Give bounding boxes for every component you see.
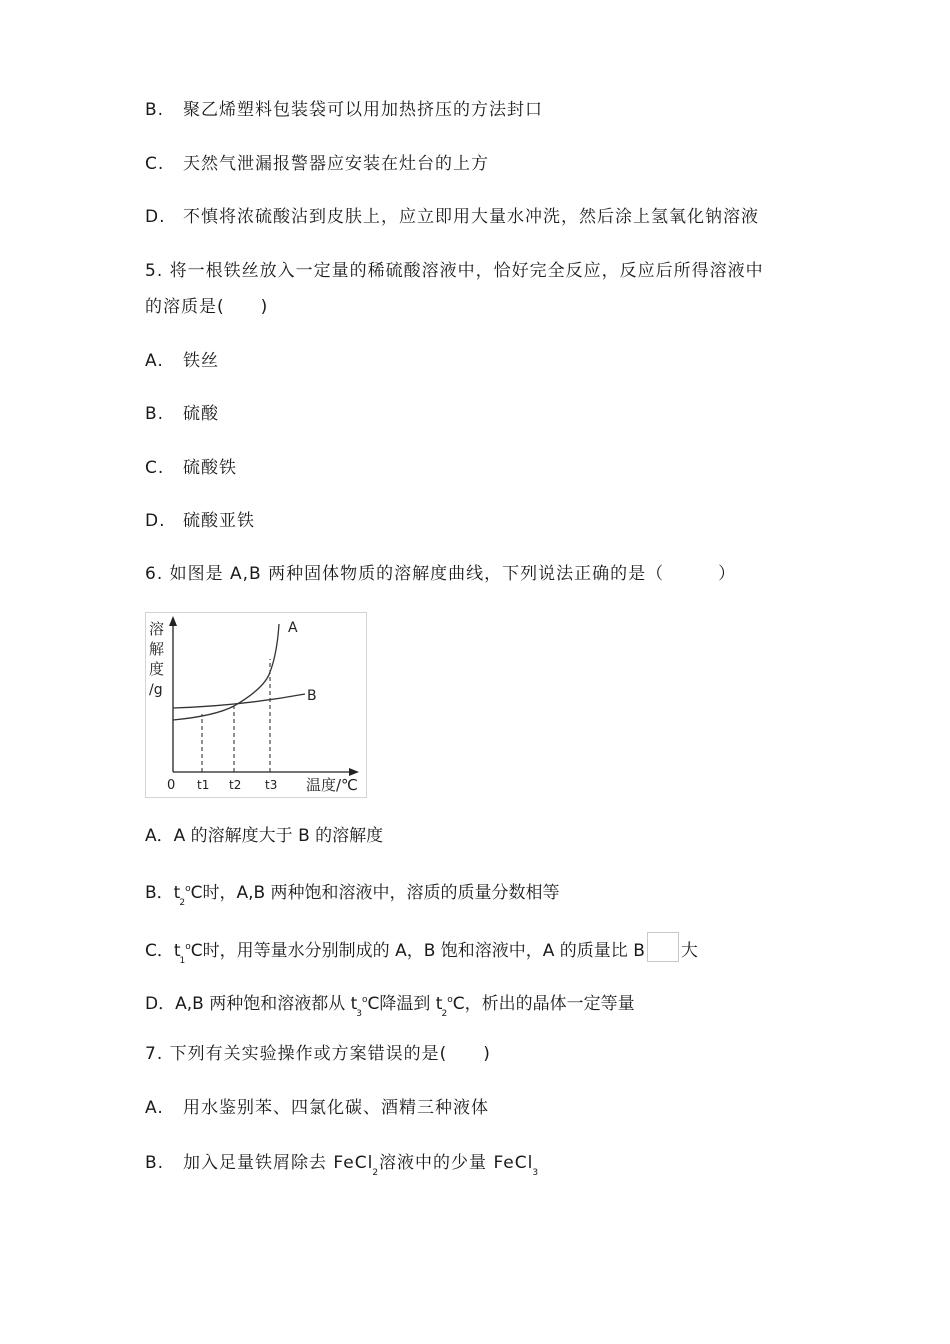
- subscript: 1: [179, 956, 186, 966]
- solubility-curve-figure: [145, 612, 367, 798]
- option-text: C降温到 t: [367, 994, 443, 1014]
- q5-stem-line2: 的溶质是( ): [145, 297, 269, 317]
- q5-option-a: [145, 349, 219, 373]
- degree-mark: o: [362, 995, 368, 1005]
- x-tick-0: 0: [167, 778, 176, 793]
- series-b-label: B: [307, 688, 317, 704]
- option-text: 硫酸铁: [183, 458, 237, 478]
- degree-mark: o: [185, 884, 191, 894]
- option-letter: B.: [145, 100, 165, 120]
- q7-stem: 7. 下列有关实验操作或方案错误的是( ): [145, 1044, 491, 1064]
- subscript: 3: [356, 1009, 362, 1019]
- q6-option-c: [145, 932, 698, 973]
- q7-option-b: [145, 1151, 539, 1185]
- series-a-label: A: [288, 620, 298, 636]
- x-tick-t3: t3: [265, 778, 278, 792]
- option-letter: C.: [145, 154, 165, 174]
- q6-option-b: [145, 877, 560, 915]
- q6-stem: 6. 如图是 A,B 两种固体物质的溶解度曲线，下列说法正确的是（ ）: [145, 564, 737, 584]
- option-text: C时，用等量水分别制成的 A，B 饱和溶液中，A 的质量比 B: [190, 941, 645, 961]
- x-tick-t1: t1: [197, 778, 210, 792]
- option-text-end: 大: [680, 941, 698, 961]
- option-text: 溶液中的少量 FeCl: [379, 1153, 534, 1173]
- option-letter: C.: [145, 458, 165, 478]
- option-text: 加入足量铁屑除去 FeCl: [183, 1153, 374, 1173]
- q4-option-b: [145, 98, 543, 122]
- option-text: C时，A,B 两种饱和溶液中，溶质的质量分数相等: [190, 883, 560, 903]
- q5-option-d: [145, 509, 255, 533]
- option-text: 用水鉴别苯、四氯化碳、酒精三种液体: [183, 1098, 489, 1118]
- q5-option-b: [145, 402, 219, 426]
- subscript: 2: [441, 1009, 448, 1019]
- answer-blank-box: [647, 932, 679, 962]
- option-prefix: D．A,B 两种饱和溶液都从 t: [145, 994, 358, 1014]
- option-text: 硫酸亚铁: [183, 511, 255, 531]
- x-axis-label: 温度/℃: [306, 776, 358, 794]
- subscript: 3: [532, 1168, 540, 1178]
- option-letter: A.: [145, 351, 164, 371]
- y-label-unit: /g: [149, 682, 163, 698]
- q5-stem-line1: 5. 将一根铁丝放入一定量的稀硫酸溶液中，恰好完全反应，反应后所得溶液中: [145, 261, 764, 281]
- option-letter: B.: [145, 1153, 165, 1173]
- option-letter: B.: [145, 404, 165, 424]
- q4-option-c: [145, 152, 489, 176]
- option-prefix: C．t: [145, 941, 181, 961]
- option-text: 聚乙烯塑料包装袋可以用加热挤压的方法封口: [183, 100, 543, 120]
- q5-option-c: [145, 456, 237, 480]
- degree-mark: o: [185, 942, 191, 952]
- option-text: C，析出的晶体一定等量: [452, 994, 635, 1014]
- figure-border: [146, 613, 367, 798]
- y-label-char3: 度: [149, 660, 165, 678]
- option-letter: A.: [145, 1098, 164, 1118]
- option-letter: D.: [145, 207, 166, 227]
- option-text: 天然气泄漏报警器应安装在灶台的上方: [183, 154, 489, 174]
- option-text: 硫酸: [183, 404, 219, 424]
- q6-option-d: [145, 988, 635, 1026]
- q4-option-d: [145, 205, 759, 229]
- subscript: 2: [179, 898, 186, 908]
- option-prefix: B．t: [145, 883, 181, 903]
- option-text: 不慎将浓硫酸沾到皮肤上，应立即用大量水冲洗，然后涂上氢氧化钠溶液: [183, 207, 759, 227]
- q7-option-a: [145, 1096, 489, 1120]
- subscript: 2: [372, 1168, 380, 1178]
- q6-option-a: A．A 的溶解度大于 B 的溶解度: [145, 826, 384, 846]
- y-label-char1: 溶: [149, 620, 165, 638]
- option-letter: D.: [145, 511, 166, 531]
- y-label-char2: 解: [149, 640, 165, 658]
- x-tick-t2: t2: [229, 778, 242, 792]
- solubility-chart: [145, 612, 367, 798]
- degree-mark: o: [447, 995, 453, 1005]
- option-text: 铁丝: [183, 351, 219, 371]
